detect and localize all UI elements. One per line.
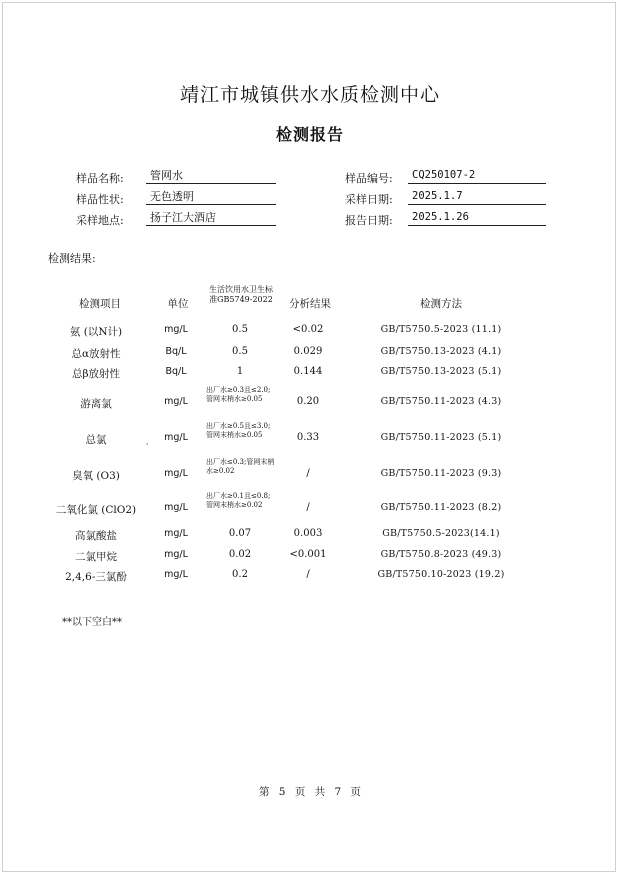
sampling-date-label: 采样日期:	[345, 193, 393, 206]
sampling-date-value: 2025.1.7	[408, 189, 546, 205]
cell-result: /	[306, 569, 310, 580]
cell-result: 0.20	[296, 396, 320, 407]
report-date-label: 报告日期:	[345, 214, 393, 227]
cell-limit: 0.2	[232, 569, 248, 580]
cell-item: 2,4,6-三氯酚	[65, 571, 127, 583]
cell-method: GB/T5750.11-2023 (8.2)	[380, 502, 502, 513]
cell-limit: 0.5	[232, 346, 248, 357]
sample-no-label: 样品编号:	[345, 172, 393, 185]
sample-no-value: CQ250107-2	[408, 168, 546, 184]
cell-unit: mg/L	[164, 569, 188, 580]
cell-unit: mg/L	[164, 528, 188, 539]
sample-state-value: 无色透明	[146, 189, 276, 205]
cell-unit: mg/L	[164, 468, 188, 479]
cell-result: 0.144	[293, 366, 323, 377]
cell-item: 高氯酸盐	[75, 530, 117, 542]
header-item: 检测项目	[79, 298, 121, 310]
cell-limit: 0.07	[228, 528, 252, 539]
cell-limit: 出厂水≥0.3且≤2.0;管网末梢水≥0.05	[206, 386, 271, 403]
sample-state-label: 样品性状:	[76, 193, 124, 206]
cell-limit: 出厂水≥0.1且≤0.8;管网末梢水≥0.02	[206, 492, 271, 509]
cell-unit: mg/L	[164, 502, 188, 513]
cell-unit: mg/L	[164, 324, 188, 335]
report-date-value: 2025.1.26	[408, 210, 546, 226]
cell-method: GB/T5750.5-2023 (11.1)	[380, 324, 502, 335]
cell-item: 氨 (以N计)	[69, 326, 123, 338]
cell-item: 二氧化氯 (ClO2)	[55, 504, 137, 516]
cell-method: GB/T5750.13-2023 (5.1)	[380, 366, 502, 377]
cell-method: GB/T5750.8-2023 (49.3)	[380, 549, 502, 560]
cell-item: 总α放射性	[71, 348, 121, 360]
cell-unit: mg/L	[164, 396, 188, 407]
cell-unit: mg/L	[164, 549, 188, 560]
stray-mark: ,	[146, 437, 149, 446]
header-limit: 生活饮用水卫生标准GB5749-2022	[209, 285, 273, 304]
cell-limit: 1	[236, 366, 244, 377]
cell-item: 臭氧 (O3)	[72, 470, 120, 482]
cell-item: 二氯甲烷	[75, 551, 117, 563]
cell-result: <0.001	[289, 549, 327, 560]
cell-method: GB/T5750.11-2023 (9.3)	[380, 468, 502, 479]
cell-result: /	[306, 468, 310, 479]
organization-title: 靖江市城镇供水水质检测中心	[179, 84, 440, 106]
cell-unit: Bq/L	[165, 346, 187, 357]
cell-limit: 出厂水≥0.5且≤3.0;管网末梢水≥0.05	[206, 422, 271, 439]
cell-item: 总氯	[85, 434, 107, 446]
cell-item: 游离氯	[80, 398, 112, 410]
cell-method: GB/T5750.10-2023 (19.2)	[377, 569, 505, 580]
header-unit: 单位	[167, 298, 189, 310]
cell-limit: 0.5	[232, 324, 248, 335]
cell-method: GB/T5750.11-2023 (5.1)	[380, 432, 502, 443]
blank-note: **以下空白**	[62, 617, 122, 628]
cell-item: 总β放射性	[71, 368, 121, 380]
sample-name-label: 样品名称:	[76, 172, 124, 185]
header-method: 检测方法	[420, 298, 462, 310]
cell-method: GB/T5750.13-2023 (4.1)	[380, 346, 502, 357]
sampling-site-label: 采样地点:	[76, 214, 124, 227]
cell-unit: Bq/L	[165, 366, 187, 377]
header-result: 分析结果	[289, 298, 331, 310]
sampling-site-value: 扬子江大酒店	[146, 210, 276, 226]
cell-method: GB/T5750.11-2023 (4.3)	[380, 396, 502, 407]
page-footer: 第 5 页 共 7 页	[258, 786, 362, 798]
cell-result: 0.003	[293, 528, 323, 539]
cell-limit: 出厂水≤0.3;管网末梢水≥0.02	[206, 458, 275, 475]
cell-result: 0.029	[293, 346, 323, 357]
cell-method: GB/T5750.5-2023(14.1)	[382, 528, 500, 539]
results-label: 检测结果:	[48, 252, 96, 265]
report-title: 检测报告	[275, 125, 344, 144]
cell-limit: 0.02	[228, 549, 252, 560]
cell-unit: mg/L	[164, 432, 188, 443]
cell-result: <0.02	[292, 324, 324, 335]
cell-result: /	[306, 502, 310, 513]
sample-name-value: 管网水	[146, 168, 276, 184]
cell-result: 0.33	[296, 432, 320, 443]
